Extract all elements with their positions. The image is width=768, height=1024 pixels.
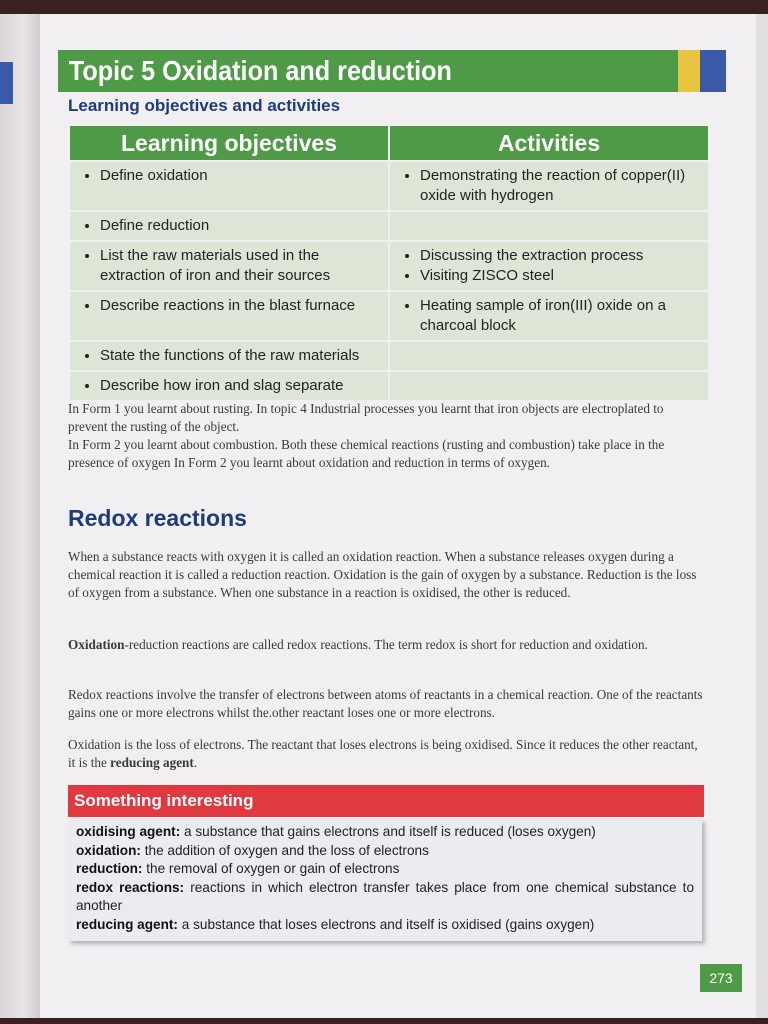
book-gutter [0,14,40,1018]
redox-paragraph-4-text: Oxidation is the loss of electrons. The reactant that loses electrons is being oxidised. Since it reduces the other reactant, it is the [68,737,698,770]
definition-item [76,842,694,861]
redox-paragraph-4 [68,736,704,772]
definition-term: oxidation: [76,842,141,858]
definition-term: oxidising agent: [76,824,181,839]
table-row [69,371,709,401]
redox-paragraph-3: Redox reactions involve the transfer of electrons between atoms of reactants in a chemical reaction. One of the reactants gains one or more electrons whilst the.other reactant loses one or more electrons. [68,687,703,720]
table-row [69,161,709,211]
objective-item: • Define reduction [100,216,382,236]
definition-text: a substance that loses electrons and itself is oxidised (gains oxygen) [177,916,595,932]
topic-title: Topic 5 Oxidation and reduction [58,50,726,92]
definition-text: the addition of oxygen and the loss of electrons [140,842,429,858]
intro-paragraph-1: In Form 1 you learnt about rusting. In topic 4 Industrial processes you learnt that iron objects are electroplated to prevent the rusting of the object. [68,401,664,434]
section-subheading: Learning objectives and activities [68,96,341,115]
objective-item: • Describe how iron and slag separate [100,376,382,396]
redox-paragraph-2 [68,636,704,654]
table-row [69,241,709,291]
definition-text: a substance that gains electrons and itself is reduced (loses oxygen) [180,824,596,839]
table-row [69,341,709,371]
activities-column-header: Activities [389,125,709,161]
reducing-agent-bold: reducing agent [110,755,194,770]
objective-item: • List the raw materials used in the extraction of iron and their sources [100,246,382,286]
chapter-tab [0,62,13,104]
header-accent-yellow [678,50,700,92]
redox-paragraph-2-text: -reduction reactions are called redox reactions. The term redox is short for reduction and oxidation. [124,637,648,652]
intro-paragraph-2: In Form 2 you learnt about combustion. Both these chemical reactions (rusting and combustion) take place in the presence of oxygen In Form 2 you learnt about oxidation and reduction in terms of oxygen. [68,437,665,470]
definition-item [76,916,694,935]
objective-item: • State the functions of the raw materials [100,346,382,366]
objective-item: • Describe reactions in the blast furnace [100,296,382,316]
definition-item [76,823,694,842]
something-interesting-title: Something interesting [68,785,704,817]
definition-text: the removal of oxygen or gain of electrons [142,861,400,876]
definition-item [76,879,694,916]
header-accent-blue [700,50,726,92]
table-row [69,291,709,341]
activity-item: • Heating sample of iron(III) oxide on a charcoal block [420,296,702,336]
activity-item: • Demonstrating the reaction of copper(II) oxide with hydrogen [420,166,702,206]
activity-item: • Visiting ZISCO steel [420,266,702,286]
objective-item: • Define oxidation [100,166,382,186]
oxidation-bold-term: Oxidation [68,637,125,652]
definition-text: reactions in which electron transfer takes place from one chemical substance to another [76,879,695,913]
objectives-table [68,124,710,402]
definition-term: reduction: [76,861,143,876]
definition-term: redox reactions: [76,879,185,895]
definition-term: reducing agent: [76,916,178,932]
redox-paragraph-4-end: . [193,755,198,770]
objectives-column-header: Learning objectives [69,125,389,161]
redox-heading: Redox reactions [68,505,247,531]
page-edge [756,14,768,1018]
table-row [69,211,709,241]
activity-item: • Discussing the extraction process [420,246,702,266]
definition-item [76,860,694,879]
redox-paragraph-1: When a substance reacts with oxygen it is called an oxidation reaction. When a substance releases oxygen during a chemical reaction it is called a reduction reaction. Oxidation is the gain of oxygen by a substance. Reduction is the loss of oxygen from a substance. When one substance in a reaction is oxidised, the other is reduced. [68,549,697,600]
page-number: 273 [700,964,742,992]
definitions-box [68,819,702,941]
